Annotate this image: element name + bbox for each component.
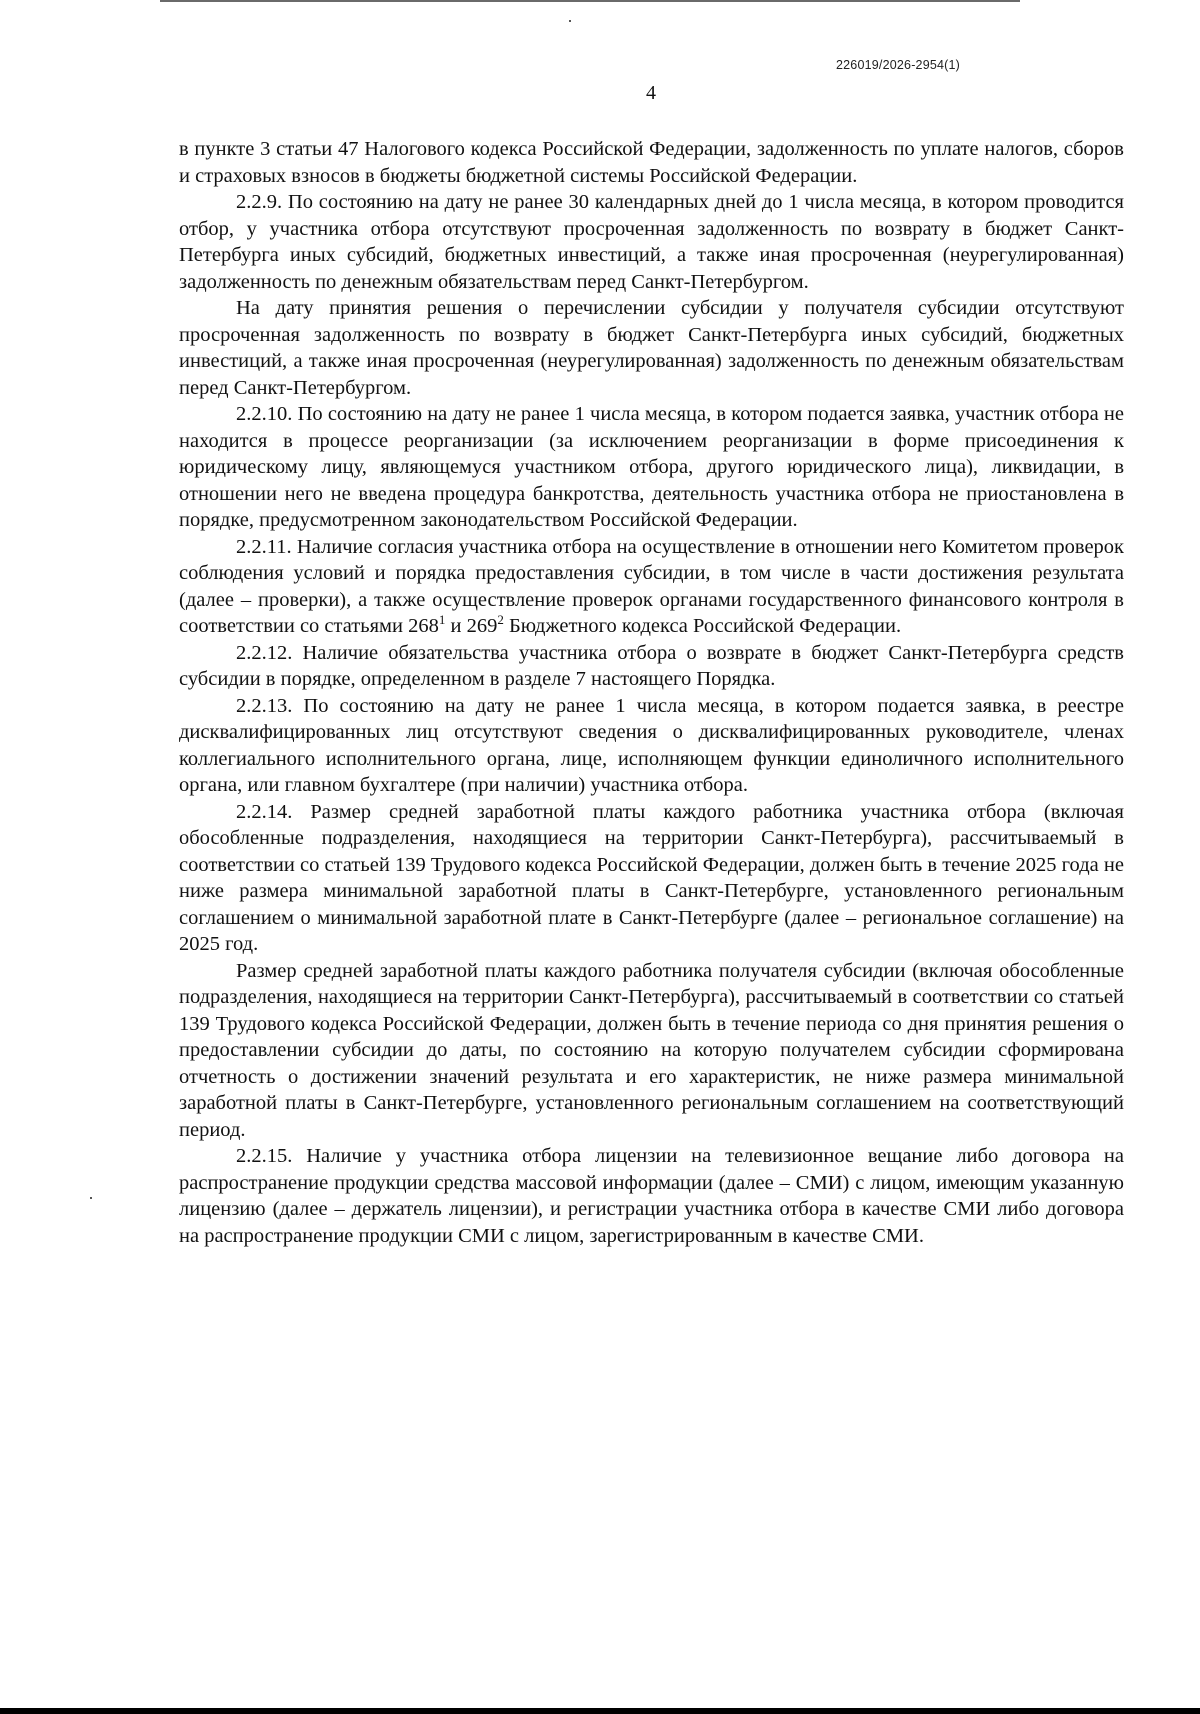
superscript-2: 2 (497, 612, 504, 628)
document-body (179, 136, 1124, 1249)
paragraph-2-2-11-text-c: Бюджетного кодекса Российской Федерации. (503, 615, 902, 637)
paragraph-2-2-15: 2.2.15. Наличие у участника отбора лицензии на телевизионное вещание либо договора на распространение продукции средства массовой информации (далее – СМИ) с лицом, имеющим указанную лицензию (далее – держатель лицензии), и регистрации участника отбора в качестве СМИ либо договора на распространение продукции СМИ с лицом, зарегистрированным в качестве СМИ. (179, 1145, 1124, 1247)
registration-number: 226019/2026-2954(1) (836, 58, 961, 72)
paragraph-2-2-10: 2.2.10. По состоянию на дату не ранее 1 числа месяца, в котором подается заявка, участник отбора не находится в процессе реорганизации (за исключением реорганизации в форме присоединения к юридическому лицу, являющемуся участником отбора, другого юридического лица), ликвидации, в отношении него не введена процедура банкротства, деятельность участника отбора не приостановлена в порядке, предусмотренном законодательством Российской Федерации. (179, 403, 1124, 531)
paragraph-continuation: в пункте 3 статьи 47 Налогового кодекса Российской Федерации, задолженность по уплате налогов, сборов и страховых взносов в бюджеты бюджетной системы Российской Федерации. (179, 138, 1124, 187)
paragraph-2-2-11-text-a: 2.2.11. Наличие согласия участника отбора на осуществление в отношении него Комитетом проверок соблюдения условий и порядка предоставления субсидии, в том числе в части достижения результата (далее – проверки), а также осуществление проверок органами государственного финансового контроля в соответствии со статьями 268 (179, 535, 1124, 637)
superscript-1: 1 (438, 612, 446, 628)
paragraph-2-2-14-extra: Размер средней заработной платы каждого работника получателя субсидии (включая обособленные подразделения, находящиеся на территории Санкт-Петербурга), рассчитываемый в соответствии со статьей 139 Трудового кодекса Российской Федерации, должен быть в течение периода со дня принятия решения о предоставлении субсидии до даты, по состоянию на которую получателем субсидии сформирована отчетность о достижении значений результата и его характеристик, не ниже размера минимальной заработной платы в Санкт-Петербурге, установленного региональным соглашением на соответствующий период. (179, 959, 1124, 1141)
paragraph-2-2-13: 2.2.13. По состоянию на дату не ранее 1 числа месяца, в котором подается заявка, в реестре дисквалифицированных лиц отсутствуют сведения о дисквалифицированных руководителе, членах коллегиального исполнительного органа, лице, исполняющем функции единоличного исполнительного органа, или главном бухгалтере (при наличии) участника отбора. (179, 694, 1124, 796)
paragraph-2-2-9: 2.2.9. По состоянию на дату не ранее 30 календарных дней до 1 числа месяца, в котором проводится отбор, у участника отбора отсутствуют просроченная задолженность по возврату в бюджет Санкт-Петербурга иных субсидий, бюджетных инвестиций, а также иная просроченная (неурегулированная) задолженность по денежным обязательствам перед Санкт-Петербургом. (179, 191, 1124, 293)
paragraph-2-2-14: 2.2.14. Размер средней заработной платы каждого работника участника отбора (включая обособленные подразделения, находящиеся на территории Санкт-Петербурга), рассчитываемый в соответствии со статьей 139 Трудового кодекса Российской Федерации, должен быть в течение 2025 года не ниже размера минимальной заработной платы в Санкт-Петербурге, установленного региональным соглашением о минимальной заработной плате в Санкт-Петербурге (далее – региональное соглашение) на 2025 год. (179, 800, 1124, 955)
scan-speck (90, 1197, 92, 1199)
scan-speck (569, 20, 571, 22)
paragraph-2-2-9-extra: На дату принятия решения о перечислении субсидии у получателя субсидии отсутствуют просроченная задолженность по возврату в бюджет Санкт-Петербурга иных субсидий, бюджетных инвестиций, а также иная просроченная (неурегулированная) задолженность по денежным обязательствам перед Санкт-Петербургом. (179, 297, 1124, 399)
scan-top-edge-line (160, 0, 1020, 2)
paragraph-2-2-11 (179, 534, 1124, 640)
paragraph-2-2-11-text-b: и 269 (445, 615, 498, 637)
page-number: 4 (646, 82, 656, 104)
scan-bottom-edge (0, 1708, 1200, 1714)
paragraph-2-2-12: 2.2.12. Наличие обязательства участника отбора о возврате в бюджет Санкт-Петербурга средств субсидии в порядке, определенном в разделе 7 настоящего Порядка. (179, 641, 1124, 690)
